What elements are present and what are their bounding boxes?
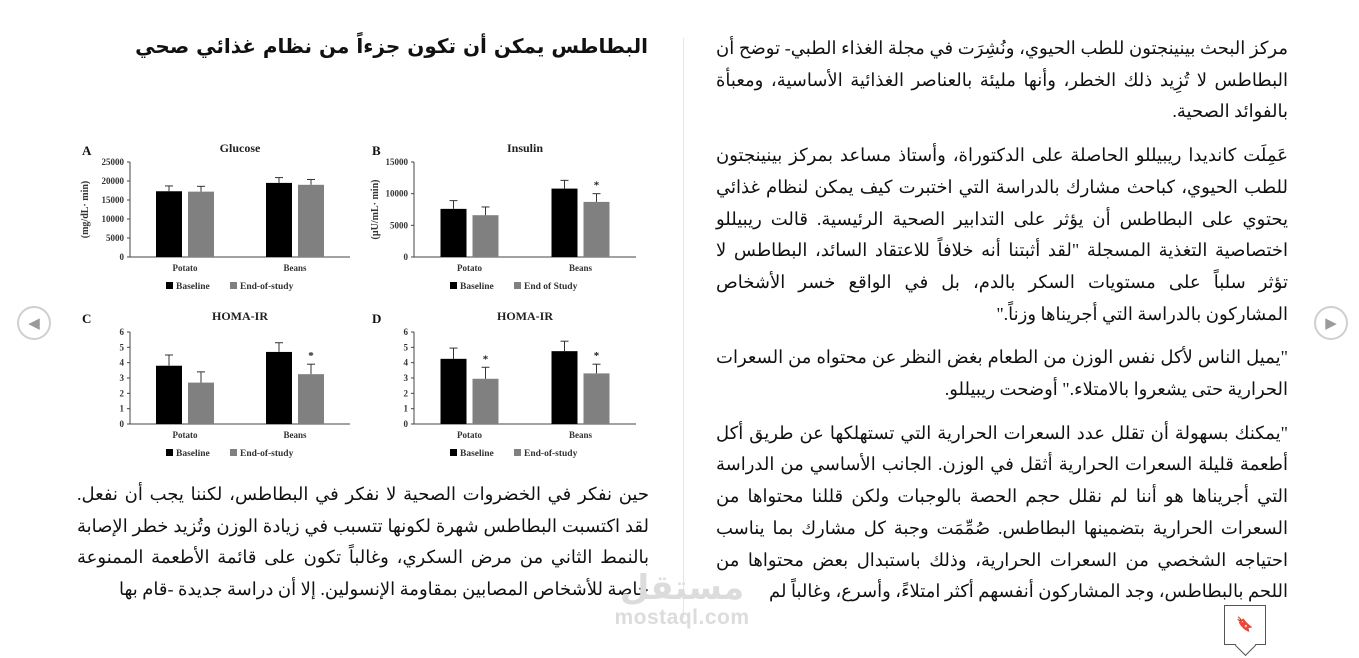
bar-baseline bbox=[552, 351, 578, 424]
x-tick-label: Beans bbox=[568, 430, 593, 440]
significance-marker: * bbox=[482, 353, 489, 366]
x-tick-label: Beans bbox=[283, 430, 307, 440]
legend-label: Baseline bbox=[460, 282, 494, 292]
y-tick-label: 25000 bbox=[101, 157, 124, 167]
x-tick-label: Beans bbox=[568, 263, 593, 273]
bar-baseline bbox=[156, 191, 182, 257]
legend-label: End-of-study bbox=[524, 449, 578, 459]
y-tick-label: 6 bbox=[119, 327, 124, 337]
watermark-sub: mostaql.com bbox=[614, 606, 750, 629]
bar-end-of-study bbox=[584, 373, 610, 424]
chart-figure bbox=[76, 135, 656, 465]
y-tick-label: 0 bbox=[119, 419, 124, 429]
y-axis-label: (mg/dL· min) bbox=[80, 180, 91, 239]
bookmark-button[interactable] bbox=[1224, 605, 1266, 645]
legend-label: Baseline bbox=[176, 449, 210, 459]
y-tick-label: 0 bbox=[403, 419, 408, 429]
panel-letter: D bbox=[372, 311, 382, 326]
legend-swatch bbox=[230, 449, 237, 456]
y-tick-label: 20000 bbox=[101, 176, 124, 186]
paragraph: حين نفكر في الخضروات الصحية لا نفكر في البطاطس، لكننا يجب أن نفعل. لقد اكتسبت البطاطس شهرة لكونها تتسبب في زيادة الوزن وتُزيد خطر الإصابة بالنمط الثاني من مرض السكري، وغالباً تكون على قائمة الأطعمة الممنوعة خاصة للأشخاص المصابين بمقاومة الإنسولين. إلا أن دراسة جديدة -قام بها bbox=[77, 484, 649, 600]
paragraph: عَمِلَت كانديدا ريبيللو الحاصلة على الدكتوراة، وأستاذ مساعد بمركز بينينجتون للطب الحيوي، كباحث مشارك بالدراسة التي اختبرت كيف يمكن لنظام غذائي يحتوي على البطاطس أن يؤثر على التدابير الصحية الرئيسية. قالت ريبيللو اختصاصية التغذية المسجلة "لقد أثبتنا أنه خلافاً للاعتقاد السائد، البطاطس لا تؤثر سلباً على مستويات السكر بالدم، بل في الواقع خسر الأشخاص المشاركون بالدراسة التي أجريناها وزناً." bbox=[716, 145, 1289, 324]
paragraph: "يمكنك بسهولة أن تقلل عدد السعرات الحرارية التي تستهلكها عن طريق أكل أطعمة قليلة السعرات الحرارية أثقل في الوزن. الجانب الأساسي من الدراسة التي أجريناها هو أننا لم نقلل حجم الحصة بالوجبات ولكن قللنا محتواها من السعرات الحرارية بتضمينها البطاطس. صُمِّمَت وجبة كل مشارك بما يناسب احتياجه الشخصي من السعرات الحرارية، وذلك باستبدال بعض محتواها من اللحم بالبطاطس، وجد المشاركون أنفسهم أكثر امتلاءً، وأسرع، وغالباً لم bbox=[716, 422, 1288, 602]
y-tick-label: 15000 bbox=[101, 195, 124, 205]
y-tick-label: 5 bbox=[403, 342, 408, 353]
legend-label: Baseline bbox=[176, 282, 210, 292]
y-tick-label: 4 bbox=[119, 357, 124, 368]
legend-swatch bbox=[166, 449, 173, 456]
panel-letter: C bbox=[82, 311, 92, 326]
y-axis-label: (µU/mL· min) bbox=[370, 179, 381, 240]
panel-letter: B bbox=[372, 143, 381, 158]
significance-marker: * bbox=[593, 350, 600, 363]
x-tick-label: Potato bbox=[457, 263, 482, 273]
x-tick-label: Potato bbox=[172, 430, 198, 440]
paragraph: مركز البحث بينينجتون للطب الحيوي، ونُشِرَت في مجلة الغذاء الطبي- توضح أن البطاطس لا تُزِيد ذلك الخطر، وأنها مليئة بالعناصر الغذائية الأساسية، ومعبأة بالفوائد الصحية. bbox=[716, 38, 1288, 122]
chart-title: HOMA-IR bbox=[212, 309, 268, 323]
y-tick-label: 1 bbox=[119, 403, 124, 414]
bar-baseline bbox=[441, 209, 467, 257]
legend-label: End of Study bbox=[524, 282, 578, 292]
article-title: البطاطس يمكن أن تكون جزءاً من نظام غذائي صحي bbox=[135, 34, 648, 58]
x-tick-label: Potato bbox=[172, 263, 198, 273]
y-tick-label: 2 bbox=[119, 388, 124, 399]
bar-end-of-study bbox=[188, 192, 214, 257]
legend-label: Baseline bbox=[460, 449, 494, 459]
bar-end-of-study bbox=[473, 379, 499, 424]
paragraph: "يميل الناس لأكل نفس الوزن من الطعام بغض النظر عن محتواه من السعرات الحرارية حتى يشعروا بالامتلاء." أوضحت ريبيللو. bbox=[716, 347, 1288, 400]
y-tick-label: 5000 bbox=[390, 220, 408, 231]
y-tick-label: 0 bbox=[119, 252, 124, 262]
legend-swatch bbox=[450, 282, 457, 289]
y-tick-label: 0 bbox=[403, 252, 408, 262]
bar-end-of-study bbox=[298, 374, 324, 424]
legend-swatch bbox=[514, 449, 521, 456]
y-tick-label: 4 bbox=[403, 357, 408, 368]
column-divider bbox=[683, 38, 684, 618]
significance-marker: * bbox=[593, 179, 600, 192]
chart-title: HOMA-IR bbox=[497, 309, 553, 323]
bookmark-icon: 🔖 bbox=[1236, 617, 1254, 633]
next-page-button[interactable] bbox=[1314, 306, 1348, 340]
y-tick-label: 5000 bbox=[106, 233, 124, 243]
legend-label: End-of-study bbox=[240, 282, 294, 292]
y-tick-label: 5 bbox=[119, 342, 124, 353]
legend-swatch bbox=[514, 282, 521, 289]
chevron-left-icon: ◀ bbox=[28, 313, 40, 332]
y-tick-label: 3 bbox=[403, 373, 408, 383]
panel-letter: A bbox=[82, 143, 92, 158]
x-tick-label: Beans bbox=[283, 263, 307, 273]
y-tick-label: 10000 bbox=[385, 188, 408, 199]
bar-baseline bbox=[266, 352, 292, 424]
significance-marker: * bbox=[308, 350, 314, 363]
bar-end-of-study bbox=[584, 202, 610, 257]
left-column bbox=[77, 479, 649, 618]
y-tick-label: 3 bbox=[119, 373, 124, 383]
legend-swatch bbox=[230, 282, 237, 289]
legend-label: End-of-study bbox=[240, 449, 294, 459]
chevron-right-icon: ▶ bbox=[1325, 313, 1337, 332]
chart-title: Insulin bbox=[506, 141, 544, 155]
bar-end-of-study bbox=[473, 215, 499, 257]
bar-baseline bbox=[552, 189, 578, 257]
bar-baseline bbox=[441, 359, 467, 424]
y-tick-label: 6 bbox=[403, 327, 408, 337]
y-tick-label: 1 bbox=[403, 403, 408, 414]
y-tick-label: 2 bbox=[403, 388, 408, 399]
x-tick-label: Potato bbox=[457, 430, 482, 440]
watermark-main: مستقل bbox=[619, 568, 745, 608]
bar-baseline bbox=[266, 183, 292, 257]
y-tick-label: 15000 bbox=[385, 157, 408, 167]
y-tick-label: 10000 bbox=[101, 214, 124, 224]
prev-page-button[interactable] bbox=[17, 306, 51, 340]
bar-end-of-study bbox=[188, 383, 214, 424]
chart-title: Glucose bbox=[219, 141, 261, 155]
chart-svg bbox=[76, 135, 656, 465]
bar-end-of-study bbox=[298, 185, 324, 257]
legend-swatch bbox=[166, 282, 173, 289]
bar-baseline bbox=[156, 366, 182, 424]
legend-swatch bbox=[450, 449, 457, 456]
right-column bbox=[716, 33, 1288, 620]
